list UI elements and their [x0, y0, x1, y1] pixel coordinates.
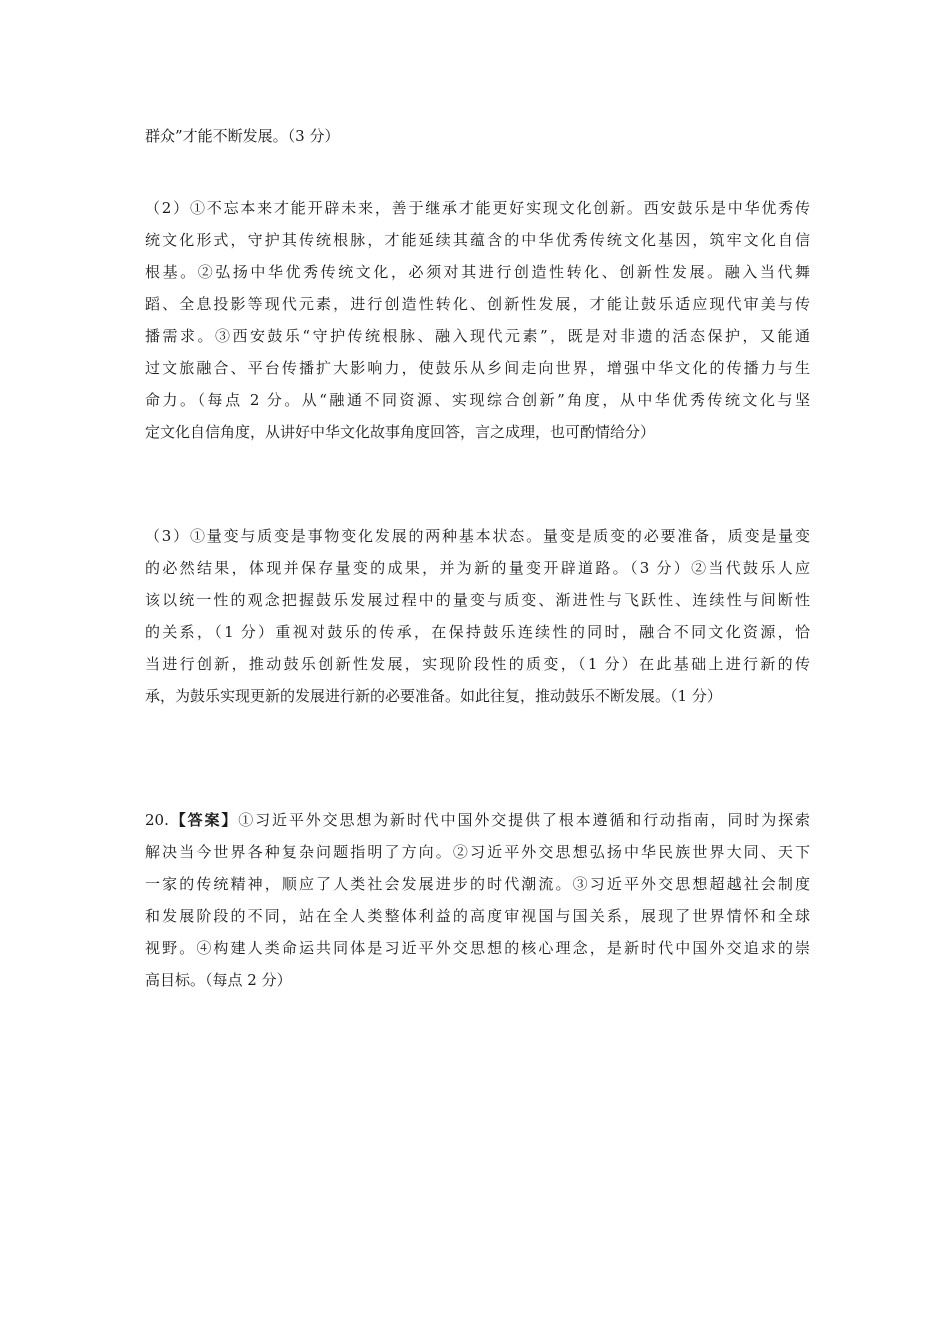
answer-part-2: [145, 192, 810, 448]
intro-paragraph: [145, 120, 810, 152]
text-line: 该以统一性的观念把握鼓乐发展过程中的量变与质变、渐进性与飞跃性、连续性与间断性: [145, 591, 810, 609]
question-number: 20.: [145, 811, 169, 829]
text-line: 定文化自信角度，从讲好中华文化故事角度回答，言之成理，也可酌情给分）: [145, 423, 656, 441]
text-line: 当进行创新，推动鼓乐创新性发展，实现阶段性的质变，（1 分）在此基础上进行新的传: [145, 655, 810, 673]
text-line: 命力。（每点 2 分。从“融通不同资源、实现综合创新”角度，从中华优秀传统文化与坚: [145, 391, 810, 409]
text-line: 承，为鼓乐实现更新的发展进行新的必要准备。如此往复，推动鼓乐不断发展。（1 分）: [145, 687, 722, 705]
text-line: 播需求。③西安鼓乐“守护传统根脉、融入现代元素”，既是对非遗的活态保护，又能通: [145, 327, 810, 345]
text-line: 高目标。（每点 2 分）: [145, 971, 292, 989]
text-line: （2）①不忘本来才能开辟未来，善于继承才能更好实现文化创新。西安鼓乐是中华优秀传: [145, 199, 810, 217]
text-line: 的必然结果，体现并保存量变的成果，并为新的量变开辟道路。（3 分）②当代鼓乐人应: [145, 559, 810, 577]
text-line: 根基。②弘扬中华优秀传统文化，必须对其进行创造性转化、创新性发展。融入当代舞: [145, 263, 810, 281]
question-20-answer: [145, 804, 810, 996]
text-line: [145, 804, 810, 836]
text-line: 过文旅融合、平台传播扩大影响力，使鼓乐从乡间走向世界，增强中华文化的传播力与生: [145, 359, 810, 377]
text-line: 统文化形式，守护其传统根脉，才能延续其蕴含的中华优秀传统文化基因，筑牢文化自信: [145, 231, 810, 249]
answer-tag: 【答案】: [168, 811, 239, 829]
text-line: 视野。④构建人类命运共同体是习近平外交思想的核心理念，是新时代中国外交追求的崇: [145, 939, 810, 957]
text-line: 群众”才能不断发展。（3 分）: [145, 127, 340, 145]
text-line: 蹈、全息投影等现代元素，进行创造性转化、创新性发展，才能让鼓乐适应现代审美与传: [145, 295, 810, 313]
answer-part-3: [145, 520, 810, 712]
text-line: 一家的传统精神，顺应了人类社会发展进步的时代潮流。③习近平外交思想超越社会制度: [145, 875, 810, 893]
text-line: 和发展阶段的不同，站在全人类整体利益的高度审视国与国关系，展现了世界情怀和全球: [145, 907, 810, 925]
text-line: 解决当今世界各种复杂问题指明了方向。②习近平外交思想弘扬中华民族世界大同、天下: [145, 843, 810, 861]
text-line: （3）①量变与质变是事物变化发展的两种基本状态。量变是质变的必要准备，质变是量变: [145, 527, 810, 545]
text-line: 的关系，（1 分）重视对鼓乐的传承，在保持鼓乐连续性的同时，融合不同文化资源，恰: [145, 623, 810, 641]
text-segment: ①习近平外交思想为新时代中国外交提供了根本遵循和行动指南，同时为探索: [238, 811, 810, 829]
